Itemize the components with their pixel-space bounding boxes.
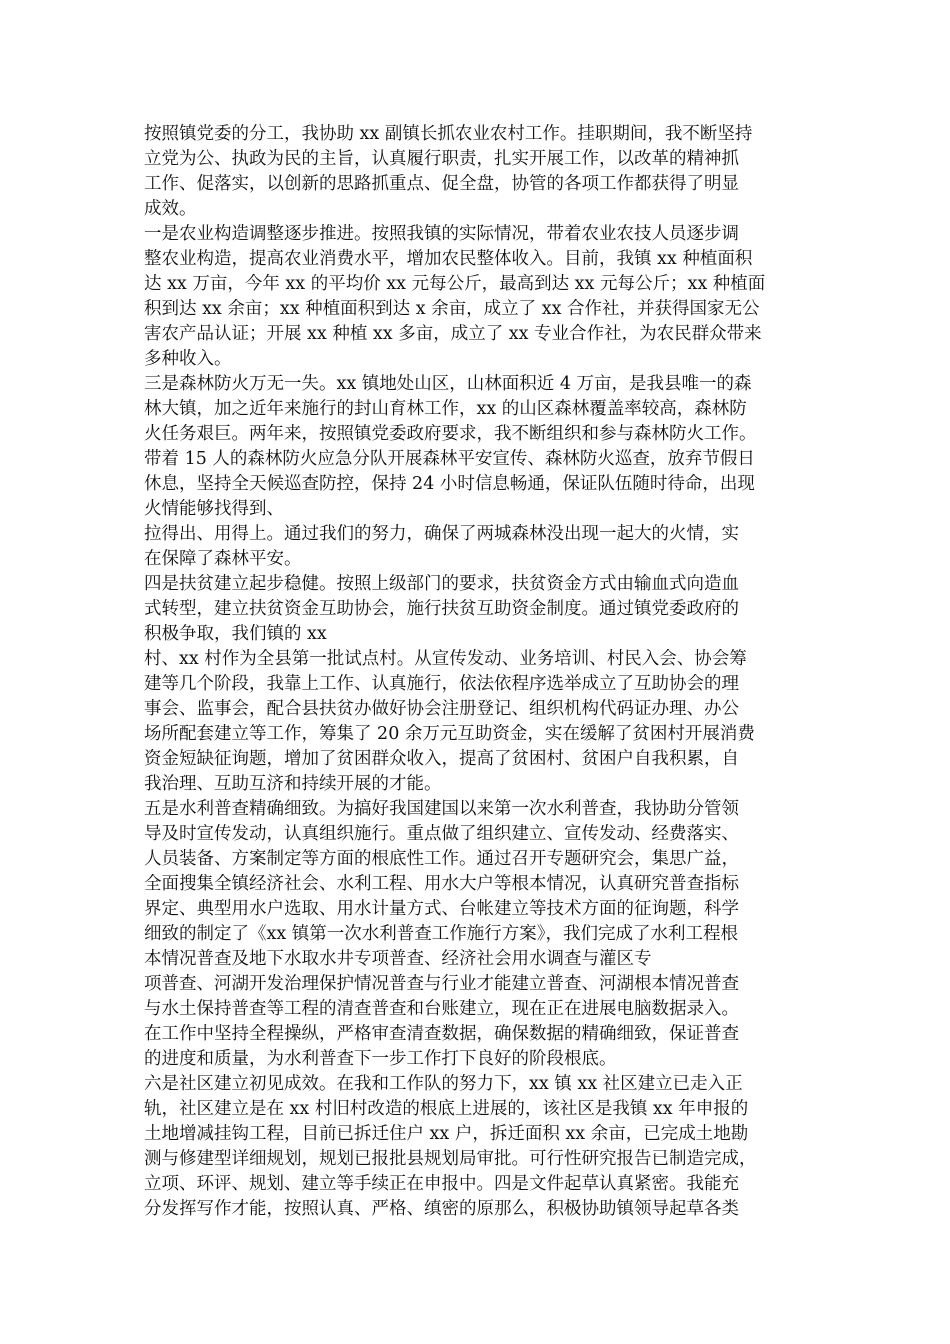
text-line: 在工作中坚持全程操纵，严格审查清查数据，确保数据的精确细致，保证普查 (144, 1024, 739, 1044)
text-line: 按照镇党委的分工，我协助 xx 副镇长抓农业农村工作。挂职期间，我不断坚持 (144, 124, 753, 144)
text-line: 细致的制定了《xx 镇第一次水利普查工作施行方案》，我们完成了水利工程根 (144, 924, 739, 944)
text-line: 导及时宣传发动，认真组织施行。重点做了组织建立、宣传发动、经费落实、 (144, 824, 739, 844)
text-line: 立党为公、执政为民的主旨，认真履行职责，扎实开展工作，以改革的精神抓 (144, 149, 739, 169)
text-line: 积极争取，我们镇的 xx (144, 624, 327, 644)
text-line: 害农产品认证；开展 xx 种植 xx 多亩，成立了 xx 专业合作社，为农民群众带来 (144, 324, 762, 344)
text-line: 多种收入。 (144, 349, 232, 369)
text-line: 事会、监事会，配合县扶贫办做好协会注册登记、组织机构代码证办理、办公 (144, 699, 739, 719)
text-line: 测与修建型详细规划，规划已报批县规划局审批。可行性研究报告已制造完成， (144, 1149, 757, 1169)
text-line: 村、xx 村作为全县第一批试点村。从宣传发动、业务培训、村民入会、协会筹 (144, 649, 747, 669)
text-line: 带着 15 人的森林防火应急分队开展森林平安宣传、森林防火巡查，放弃节假日 (144, 449, 755, 469)
text-line: 三是森林防火万无一失。xx 镇地处山区，山林面积近 4 万亩，是我县唯一的森 (144, 374, 752, 394)
text-line: 的进度和质量，为水利普查下一步工作打下良好的阶段根底。 (144, 1049, 617, 1069)
text-line: 火任务艰巨。两年来，按照镇党委政府要求，我不断组织和参与森林防火工作。 (144, 424, 757, 444)
text-line: 人员装备、方案制定等方面的根底性工作。通过召开专题研究会，集思广益， (144, 849, 739, 869)
text-line: 六是社区建立初见成效。在我和工作队的努力下，xx 镇 xx 社区建立已走入正 (144, 1074, 743, 1094)
text-line: 资金短缺征询题，增加了贫困群众收入，提高了贫困村、贫困户自我积累，自 (144, 749, 739, 769)
text-line: 在保障了森林平安。 (144, 549, 302, 569)
text-line: 本情况普查及地下水取水井专项普查、经济社会用水调查与灌区专 (144, 949, 652, 969)
text-line: 整农业构造，提高农业消费水平，增加农民整体收入。目前，我镇 xx 种植面积 (144, 249, 753, 269)
text-line: 式转型，建立扶贫资金互助协会，施行扶贫互助资金制度。通过镇党委政府的 (144, 599, 739, 619)
text-line: 四是扶贫建立起步稳健。按照上级部门的要求，扶贫资金方式由输血式向造血 (144, 574, 739, 594)
text-line: 与水土保持普查等工程的清查普查和台账建立，现在正在进展电脑数据录入。 (144, 999, 739, 1019)
text-line: 界定、典型用水户选取、用水计量方式、台帐建立等技术方面的征询题，科学 (144, 899, 739, 919)
text-line: 我治理、互助互济和持续开展的才能。 (144, 774, 442, 794)
text-line: 拉得出、用得上。通过我们的努力，确保了两城森林没出现一起大的火情，实 (144, 524, 739, 544)
document-body (144, 122, 824, 1222)
text-line: 全面搜集全镇经济社会、水利工程、用水大户等根本情况，认真研究普查指标 (144, 874, 739, 894)
text-line: 建等几个阶段，我靠上工作、认真施行，依法依程序选举成立了互助协会的理 (144, 674, 739, 694)
text-line: 轨，社区建立是在 xx 村旧村改造的根底上进展的，该社区是我镇 xx 年申报的 (144, 1099, 749, 1119)
text-line: 达 xx 万亩，今年 xx 的平均价 xx 元每公斤，最高到达 xx 元每公斤；xx 种植面 (144, 274, 766, 294)
text-line: 立项、环评、规划、建立等手续正在申报中。四是文件起草认真紧密。我能充 (144, 1174, 739, 1194)
text-line: 一是农业构造调整逐步推进。按照我镇的实际情况，带着农业农技人员逐步调 (144, 224, 739, 244)
text-line: 五是水利普查精确细致。为搞好我国建国以来第一次水利普查，我协助分管领 (144, 799, 739, 819)
text-line: 土地增减挂钩工程，目前已拆迁住户 xx 户，拆迁面积 xx 余亩，已完成土地勘 (144, 1124, 749, 1144)
text-line: 休息，坚持全天候巡查防控，保持 24 小时信息畅通，保证队伍随时待命，出现 (144, 474, 755, 494)
text-line: 积到达 xx 余亩；xx 种植面积到达 x 余亩，成立了 xx 合作社，并获得国家无公 (144, 299, 760, 319)
text-line: 成效。 (144, 199, 197, 219)
text-line: 场所配套建立等工作，筹集了 20 余万元互助资金，实在缓解了贫困村开展消费 (144, 724, 755, 744)
text-line: 项普查、河湖开发治理保护情况普查与行业才能建立普查、河湖根本情况普查 (144, 974, 739, 994)
text-line: 火情能够找得到、 (144, 499, 284, 519)
text-line: 林大镇，加之近年来施行的封山育林工作，xx 的山区森林覆盖率较高，森林防 (144, 399, 747, 419)
text-line: 分发挥写作才能，按照认真、严格、缜密的原那么，积极协助镇领导起草各类 (144, 1199, 739, 1219)
text-line: 工作、促落实，以创新的思路抓重点、促全盘，协管的各项工作都获得了明显 (144, 174, 739, 194)
